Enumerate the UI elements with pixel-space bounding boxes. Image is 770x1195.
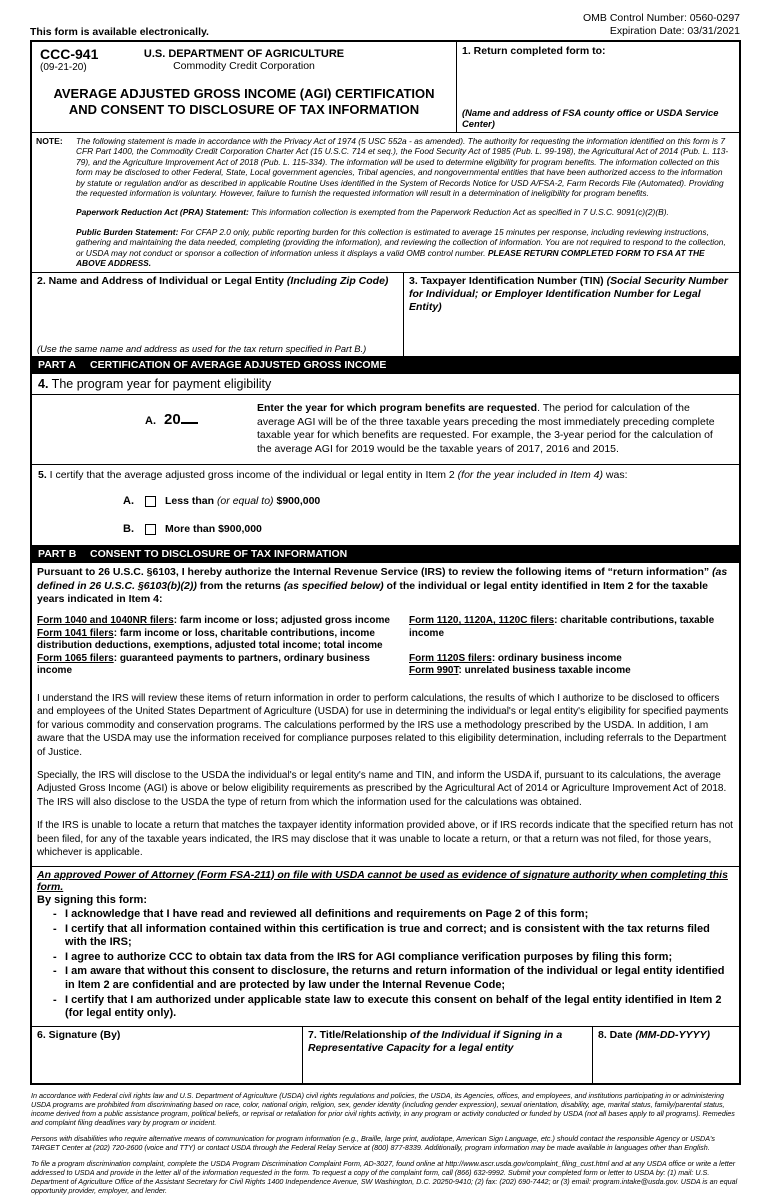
pra-statement-text: This information collection is exempted from the Paperwork Reduction Act as specified in 7 U.S.C. 9091(c)(2)(B). <box>248 207 669 218</box>
footer-complaint-paragraph: To file a program discrimination complaint, complete the USDA Program Discrimination Complaint Form, AD-3027, found online at http://www.ascr.usda.gov/complaint_filing_cust.html and at any USDA office or write a letter addressed to USDA and provide in the letter all of the information requested in the form. To request a copy of the complaint form, call (866) 632-9992. Submit your completed form or letter to USDA by: (1) mail: U.S. Department of Agriculture Office of the Assistant Secretary for Civil Rights 1400 Independence Avenue, SW Washington, D.C. 20250-9410; (2) fax: (202) 690-7442; or (3) email: program.intake@usda.gov. USDA is an equal opportunity provider, employer, and lender. <box>31 1158 738 1195</box>
signature-row <box>32 1026 739 1083</box>
item4a-instructions <box>257 402 729 456</box>
signing-bullet-5 <box>37 994 734 1021</box>
item3-label-italic: (Social Security Number for Individual; or Employer Identification Number for Legal Entity) <box>409 275 728 314</box>
privacy-note-row <box>32 132 739 272</box>
footer-civil-rights-paragraph: In accordance with Federal civil rights law and U.S. Department of Agriculture (USDA) civil rights regulations and policies, the USDA, its Agencies, offices, and employees, and institutions participating in or administering USDA programs are prohibited from discriminating based on race, color, national origin, religion, sex, gender identity (including gender expression), sexual orientation, disability, age, marital status, family/parental status, income derived from a public assistance program, political beliefs, or reprisal or retaliation for prior civil rights activity, in any program or activity conducted or funded by USDA (not all bases apply to all programs). Remedies and complaint filing deadlines vary by program or incident. <box>31 1090 735 1127</box>
pursuant-run2: (as defined in 26 U.S.C. §6103(b)(2)) <box>37 566 728 592</box>
item1-label: 1. Return completed form to: <box>462 45 606 57</box>
part-a-title: CERTIFICATION OF AVERAGE ADJUSTED GROSS INCOME <box>90 359 387 372</box>
form-1041-label: Form 1041 filers <box>37 627 114 639</box>
option-b-row <box>123 523 733 535</box>
signing-bullet-1 <box>37 908 734 922</box>
form-1120-label: Form 1120, 1120A, 1120C filers <box>409 615 555 627</box>
bullet-dash-icon: - <box>53 908 57 921</box>
form-1040-line <box>37 615 405 628</box>
tax-forms-right-column <box>405 615 734 678</box>
item4a-letter: A. <box>145 415 156 428</box>
nondiscrimination-footer <box>31 1091 740 1195</box>
item5-text-suffix: was: <box>602 469 628 482</box>
irs-unable-locate-paragraph: If the IRS is unable to locate a return that matches the taxpayer identity information provided above, or if IRS records indicate that the specified return has not been filed, for any of the taxable years indicated, the IRS may disclose that it was unable to locate a return, or that a return was not filed, for those years, whichever is applicable. <box>37 820 733 859</box>
form-1065-label: Form 1065 filers <box>37 652 114 664</box>
pursuant-run1: Pursuant to 26 U.S.C. §6103, I hereby authorize the Internal Revenue Service (IRS) to review the following items of “return information” <box>37 566 713 579</box>
form-1120-desc: : charitable contributions, taxable income <box>409 615 715 639</box>
form-990t-desc: : unrelated business taxable income <box>458 665 631 677</box>
item4a-year-field <box>32 402 257 456</box>
pursuant-run5: of the individual or legal entity identified in Item 2 for the taxable years indicated in Item 4: <box>37 579 708 605</box>
item7-label: 7. Title/Relationship <box>308 1028 410 1041</box>
item4a-year-prefix: 20 <box>164 411 181 429</box>
form-1120s-desc: : ordinary business income <box>491 652 622 664</box>
form-header-left <box>32 42 456 132</box>
part-b-bar <box>32 545 739 563</box>
form-header-row <box>32 42 739 132</box>
form-1065-line <box>37 653 405 678</box>
item6-label: 6. Signature (By) <box>37 1028 121 1041</box>
part-b-title: CONSENT TO DISCLOSURE OF TAX INFORMATION <box>90 548 348 561</box>
item5-number: 5. <box>38 469 47 482</box>
item2-label-text: 2. Name and Address of Individual or Legal Entity <box>37 275 287 288</box>
signing-bullet-3-text: I agree to authorize CCC to obtain tax data from the IRS for AGI compliance verification purposes by filing this form; <box>65 950 673 963</box>
item5-text: I certify that the average adjusted gross income of the individual or legal entity in Item 2 <box>46 469 458 482</box>
pursuant-run3: from the returns <box>196 579 284 592</box>
form-990t-label: Form 990T <box>409 665 459 677</box>
signing-bullet-4 <box>37 965 734 992</box>
signing-bullet-2-text: I certify that all information contained within this certification is true and correct; and is consistent with the tax returns filed with the IRS; <box>65 922 710 949</box>
form-id-block <box>40 46 98 73</box>
item8-label-italic: (MM-DD-YYYY) <box>635 1028 711 1041</box>
signing-bullet-1-text: I acknowledge that I have read and reviewed all definitions and requirements on Page 2 of this form; <box>65 908 589 921</box>
privacy-act-statement: The following statement is made in accordance with the Privacy Act of 1974 (5 USC 552a - as amended). The authority for requesting the information identified on this form is 7 CFR Part 1400, the Commodity Credit Corporation Charter Act (15 U.S.C. 714 et seq.), the Food Security Act of 1985 (Pub. L. 99-198), the Agricultural Act of 2014 (Pub. L. 113-79), and the Agriculture Improvement Act of 2018 (Pub. L. 115-334). The information will be used to determine eligibility for program benefits. The information collected on this form may be disclosed to other Federal, State, Local government agencies, Tribal agencies, and nongovernmental entities that have been authorized access to the information by statute or regulation and/or as described in applicable Routine Uses identified in the System of Records Notice for USD A/FSA-2, Farm Records File (Automated). Providing the requested information is voluntary. However, failure to furnish the requested information will result in a determination of ineligibility for program benefits. <box>76 136 729 199</box>
bullet-dash-icon: - <box>53 965 57 978</box>
item5-heading <box>38 469 733 481</box>
item4a-instructions-text: . The period for calculation of the average AGI will be of the three taxable years preceding the most immediately preceding complete taxable year for which benefits are requested. For example, the 3-year period for the calculation of the average AGI for 2019 would be the taxable years of 2017, 2016 and 2015. <box>257 402 715 455</box>
items-2-3-row <box>32 272 739 356</box>
item2-label-italic: (Including Zip Code) <box>286 275 389 288</box>
part-a-bar <box>32 356 739 374</box>
top-header <box>30 12 740 38</box>
bullet-dash-icon: - <box>53 922 57 935</box>
item8-label: 8. Date <box>598 1028 636 1041</box>
item2-note: (Use the same name and address as used for the tax return specified in Part B.) <box>37 344 367 355</box>
item3-label-text: 3. Taxpayer Identification Number (TIN) <box>409 275 607 288</box>
item6-signature-cell[interactable] <box>32 1027 302 1083</box>
item4-text: The program year for payment eligibility <box>48 377 272 392</box>
form-1040-desc: : farm income or loss; adjusted gross income <box>173 615 390 627</box>
agency-name: Commodity Credit Corporation <box>173 60 315 72</box>
form-990t-line <box>409 665 734 678</box>
poa-notice-text: An approved Power of Attorney (Form FSA-211) on file with USDA cannot be used as evidence of signature authority when completing this form. <box>37 868 728 893</box>
form-revision-date: (09-21-20) <box>40 62 87 73</box>
public-burden-statement <box>76 227 731 269</box>
bullet-dash-icon: - <box>53 993 57 1006</box>
irs-disclose-paragraph: Specially, the IRS will disclose to the USDA the individual's or legal entity's name and TIN, and inform the USDA if, pursuant to its calculations, the average Adjusted Gross Income (AGI) is above or below eligibility requirements as prescribed by the Agricultural Act of 2014 or Agriculture Improvement Act of 2018. The IRS will also disclose to the USDA the type of return from which the information used for the calculations was obtained. <box>37 770 727 808</box>
item7-label-italic: of the Individual if Signing in a Representative Capacity for a legal entity <box>308 1028 563 1054</box>
option-a-label-italic: (or equal to) <box>216 495 274 508</box>
forms-column-spacer <box>409 640 734 653</box>
item4a-year-blank-input[interactable] <box>181 411 198 424</box>
option-a-label <box>165 495 320 507</box>
option-b-label: More than $900,000 <box>165 523 262 536</box>
electronic-availability-note: This form is available electronically. <box>30 26 209 38</box>
option-a-label-bold: Less than <box>165 495 217 508</box>
item1-address-input-area[interactable] <box>462 57 734 107</box>
tax-forms-list <box>32 609 739 680</box>
note-body <box>76 136 731 268</box>
part-b-label: PART B <box>38 548 77 561</box>
form-1040-label: Form 1040 and 1040NR filers <box>37 615 174 627</box>
part-b-paragraphs <box>32 680 739 865</box>
option-a-row <box>123 495 733 507</box>
option-a-checkbox[interactable] <box>145 496 156 507</box>
item4-row <box>32 374 739 394</box>
form-ccc-941 <box>30 40 741 1085</box>
footer-disabilities-paragraph: Persons with disabilities who require alternative means of communication for program information (e.g., Braille, large print, audiotape, American Sign Language, etc.) should contact the responsible Agency or USDA's TARGET Center at (202) 720-2600 (voice and TTY) or contact USDA through the Federal Relay Service at (800) 877-8339. Additionally, program information may be made available in languages other than English. <box>31 1133 716 1152</box>
item2-name-address-input-area[interactable] <box>37 288 398 344</box>
signing-heading: By signing this form: <box>37 893 147 906</box>
pursuant-run4: (as specified below) <box>283 579 384 592</box>
note-label: NOTE: <box>36 136 63 146</box>
form-1120s-label: Form 1120S filers <box>409 652 492 664</box>
item3-tin-cell[interactable] <box>403 273 739 356</box>
option-a-letter: A. <box>123 495 134 508</box>
form-1120-line <box>409 615 734 640</box>
burden-statement-label: Public Burden Statement: <box>76 226 179 237</box>
bullet-dash-icon: - <box>53 950 57 963</box>
item1-note: (Name and address of FSA county office or USDA Service Center) <box>462 107 719 129</box>
pursuant-paragraph <box>32 563 739 609</box>
item4a-row <box>32 394 739 464</box>
pra-statement-label: Paperwork Reduction Act (PRA) Statement: <box>76 207 249 218</box>
item8-date-cell[interactable] <box>592 1027 739 1083</box>
form-1041-line <box>37 628 405 653</box>
expiration-date: Expiration Date: 03/31/2021 <box>609 25 740 37</box>
item1-return-to-cell <box>456 42 739 132</box>
item2-name-address-cell <box>32 273 403 356</box>
option-b-letter: B. <box>123 523 134 536</box>
item5-row <box>32 464 739 545</box>
form-title <box>38 86 450 118</box>
item4a-instructions-bold: Enter the year for which program benefits are requested <box>257 402 538 415</box>
irs-review-paragraph: I understand the IRS will review these items of return information in order to perform calculations, the results of which I authorize to be disclosed to officers and employees of the United States Department of Agriculture (USDA) for use in determining the individual's or legal entity's eligibility for specified payments for various commodity and conservation programs. The calculations performed by the IRS use a methodology prescribed by the USDA. In addition, I am aware that the USDA may use the information received for compliance purposes related to this eligibility determination, including referrals to the Department of Justice. <box>37 693 729 758</box>
signing-block <box>32 894 739 1026</box>
department-name: U.S. DEPARTMENT OF AGRICULTURE <box>143 48 345 60</box>
signing-bullet-4-text: I am aware that without this consent to disclosure, the returns and return information of the individual or legal entity identified in Item 2 are confidential and are protected by law under the Internal Revenue Code; <box>65 965 725 992</box>
option-b-checkbox[interactable] <box>145 524 156 535</box>
tax-forms-left-column <box>37 615 405 678</box>
form-title-line2: AND CONSENT TO DISCLOSURE OF TAX INFORMATION <box>68 102 420 117</box>
form-number: CCC-941 <box>40 46 99 62</box>
item7-title-relationship-cell[interactable] <box>302 1027 592 1083</box>
signing-bullet-2 <box>37 923 734 950</box>
form-title-line1: AVERAGE ADJUSTED GROSS INCOME (AGI) CERTIFICATION <box>53 86 435 101</box>
burden-statement-text: For CFAP 2.0 only, public reporting burden for this collection is estimated to average 15 minutes per response, including reviewing instructions, gathering and maintaining the data needed, completing (providing the information), and reviewing the collection of information. You are not required to respond to the collection, or USDA may not conduct or sponsor a collection of information unless it displays a valid OMB control number. <box>76 226 726 258</box>
form-1120s-line <box>409 653 734 666</box>
form-1041-desc: : farm income or loss, charitable contributions, income distribution deductions, exemptions, adjusted total income; total income <box>37 627 383 652</box>
item2-label <box>37 275 398 288</box>
item5-text-italic: (for the year included in Item 4) <box>457 469 603 482</box>
omb-block <box>583 12 740 38</box>
item4-number: 4. <box>38 377 49 392</box>
signing-bullet-3 <box>37 951 734 965</box>
pra-statement <box>76 207 731 217</box>
part-a-label: PART A <box>38 359 76 372</box>
return-form-notice: PLEASE RETURN COMPLETED FORM TO FSA AT THE ABOVE ADDRESS. <box>76 247 705 269</box>
option-a-amount: $900,000 <box>273 495 321 508</box>
item5-options <box>123 495 733 535</box>
signing-bullet-5-text: I certify that I am authorized under applicable state law to execute this consent on behalf of the legal entity identified in Item 2 (for legal entity only). <box>65 993 722 1020</box>
omb-control-number: OMB Control Number: 0560-0297 <box>583 12 740 24</box>
poa-notice-row <box>32 866 739 894</box>
form-1065-desc: : guaranteed payments to partners, ordinary business income <box>37 652 370 677</box>
